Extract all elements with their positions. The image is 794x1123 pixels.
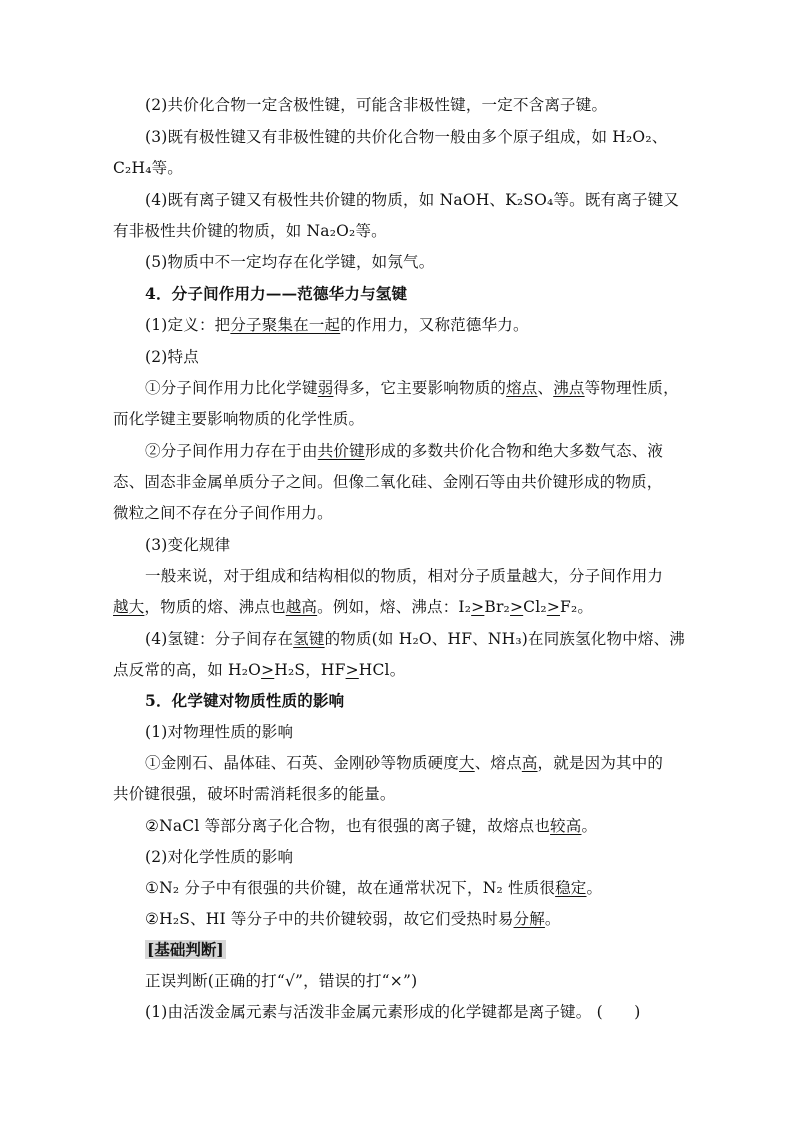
text-segment: F₂。 (560, 598, 594, 616)
text-segment: ，物质的熔、沸点也 (144, 598, 286, 616)
underlined-answer: 沸点 (553, 379, 585, 397)
text-line: C₂H₄等。 (113, 159, 184, 177)
text-line: (3)变化规律 (145, 536, 231, 554)
question-line: (1)由活泼金属元素与活泼非金属元素形成的化学键都是离子键。 ( ) (145, 1003, 641, 1021)
text-line: (2)对化学性质的影响 (145, 848, 294, 866)
text-segment: ②分子间作用力存在于由 (145, 442, 318, 460)
underlined-answer: 共价键 (317, 442, 365, 460)
text-line: 一般来说，对于组成和结构相似的物质，相对分子质量越大，分子间作用力 (145, 567, 664, 585)
text-segment: 等物理性质， (584, 379, 679, 397)
basic-judgment-tag: [基础判断] (147, 940, 224, 959)
text-segment: 。 (581, 817, 598, 835)
text-segment: 点反常的高，如 H₂O (113, 661, 262, 679)
text-line: (2)共价化合物一定含极性键，可能含非极性键，一定不含离子键。 (145, 96, 608, 114)
text-segment: 。 (544, 910, 561, 928)
underlined-answer: > (546, 598, 560, 616)
text-line (145, 628, 685, 650)
text-line: 有非极性共价键的物质，如 Na₂O₂等。 (113, 222, 387, 240)
text-segment: ②H₂S、HI 等分子中的共价键较弱，故它们受热时易 (145, 910, 514, 928)
underlined-answer: 较高 (550, 817, 582, 835)
underlined-answer: > (345, 661, 359, 679)
text-line: (5)物质中不一定均存在化学键，如氖气。 (145, 253, 435, 271)
text-line: 微粒之间不存在分子间作用力。 (113, 504, 333, 522)
text-line (145, 815, 597, 837)
text-segment: 的作用力，又称范德华力。 (340, 316, 529, 334)
text-line (145, 377, 679, 399)
text-segment: 形成的多数共价化合物和绝大多数气态、液 (364, 442, 664, 460)
text-line: 态、固态非金属单质分子之间。但像二氧化硅、金刚石等由共价键形成的物质， (113, 473, 663, 491)
text-line: (3)既有极性键又有非极性键的共价化合物一般由多个原子组成，如 H₂O₂、 (145, 128, 668, 146)
text-line (145, 877, 602, 899)
underlined-answer: > (509, 598, 524, 616)
underlined-answer: 稳定 (555, 879, 587, 897)
text-segment: (4)氢键：分子间存在 (145, 630, 294, 648)
text-segment: 。 (586, 879, 603, 897)
text-line (113, 596, 593, 618)
section-heading: 4．分子间作用力——范德华力与氢键 (145, 284, 408, 303)
text-line: 而化学键主要影响物质的化学性质。 (113, 410, 365, 428)
underlined-answer: 熔点 (506, 379, 538, 397)
text-line (113, 659, 405, 681)
text-segment: ①分子间作用力比化学键 (145, 379, 318, 397)
underlined-answer: 分解 (513, 910, 545, 928)
text-segment: ，就是因为其中的 (537, 754, 664, 772)
text-segment: Br₂ (484, 598, 510, 616)
text-line: 正误判断(正确的打“√”，错误的打“×”) (145, 972, 418, 990)
text-line: 共价键很强，破坏时需消耗很多的能量。 (113, 785, 396, 803)
section-tag (145, 939, 226, 961)
underlined-answer: 氢键 (293, 630, 325, 648)
text-segment: 的物质(如 H₂O、HF、NH₃)在同族氢化物中熔、沸 (324, 630, 686, 648)
text-segment: (1)定义：把 (145, 316, 231, 334)
underlined-answer: 高 (521, 754, 538, 772)
text-segment: Cl₂ (523, 598, 547, 616)
underlined-answer: > (261, 661, 275, 679)
text-segment: 、 (537, 379, 554, 397)
underlined-answer: 弱 (317, 379, 334, 397)
underlined-answer: 越高 (285, 598, 318, 616)
text-segment: HCl。 (358, 661, 406, 679)
underlined-answer: > (471, 598, 485, 616)
text-segment: ①金刚石、晶体硅、石英、金刚砂等物质硬度 (145, 754, 460, 772)
text-segment: H₂S，HF (274, 661, 346, 679)
underlined-answer: 越大 (113, 598, 145, 616)
text-segment: ①N₂ 分子中有很强的共价键，故在通常状况下，N₂ 性质很 (145, 879, 556, 897)
text-segment: ②NaCl 等部分离子化合物，也有很强的离子键，故熔点也 (145, 817, 551, 835)
text-line (145, 908, 561, 930)
text-line (145, 440, 663, 462)
underlined-answer: 大 (459, 754, 475, 772)
text-segment: 、熔点 (474, 754, 522, 772)
text-line: (2)特点 (145, 348, 199, 366)
text-line: (4)既有离子键又有极性共价键的物质，如 NaOH、K₂SO₄等。既有离子键又 (145, 191, 680, 209)
text-segment: 。例如，熔、沸点：I₂ (317, 598, 472, 616)
section-heading: 5．化学键对物质性质的影响 (145, 691, 345, 710)
text-line (145, 314, 529, 336)
underlined-answer: 分子聚集在一起 (230, 316, 341, 334)
text-line: (1)对物理性质的影响 (145, 723, 294, 741)
text-segment: 得多，它主要影响物质的 (333, 379, 507, 397)
text-line (145, 752, 663, 774)
